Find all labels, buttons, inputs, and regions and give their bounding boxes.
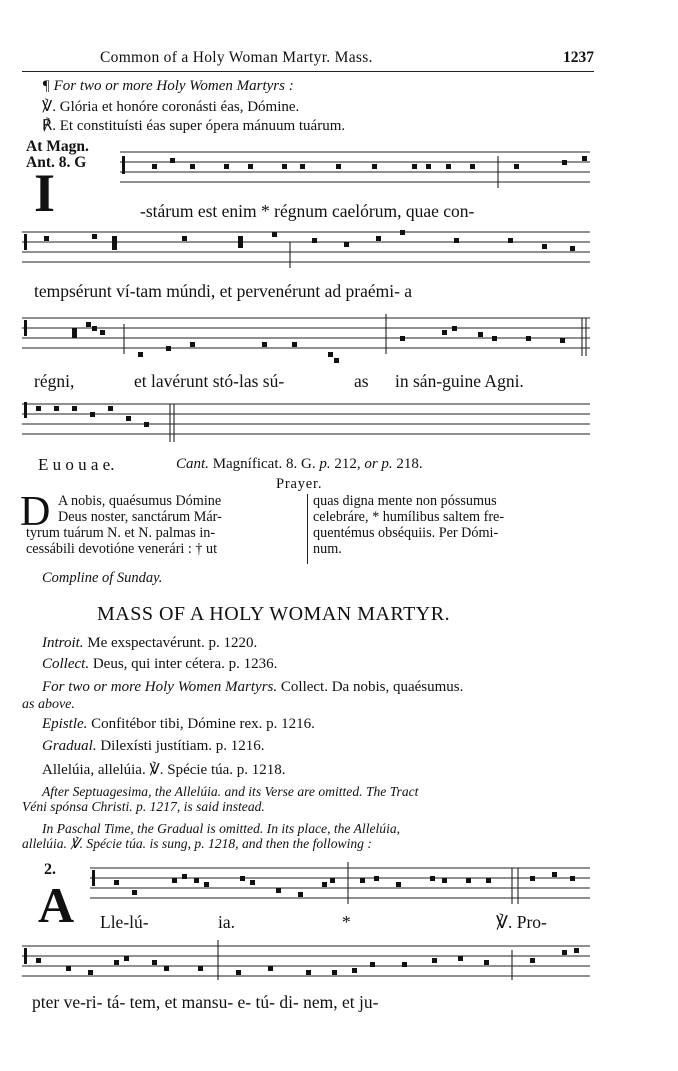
gradual-label: Gradual. (42, 738, 97, 754)
versicle: ℣. Glória et honóre coronásti éas, Dómine. (42, 99, 300, 115)
chant-staff-5 (90, 862, 590, 908)
prayer-right-4: num. (313, 541, 342, 557)
rubric-two-martyrs: ¶ For two or more Holy Women Martyrs : (42, 78, 294, 94)
chant-staff-1 (120, 148, 590, 194)
drop-cap-d: D (20, 489, 51, 535)
cant-n1: 212, (334, 456, 361, 472)
alleluia-lyric-1d: ℣. Pro- (496, 912, 547, 932)
prayer-left-2: Deus noster, sanctárum Már- (58, 509, 222, 525)
prayer-right-3: quentémus obséquiis. Per Dómi- (313, 525, 499, 541)
mode-number: 2. (44, 861, 56, 878)
cant-label: Cant. (176, 456, 209, 472)
alleluia-lyric-1a: Lle-lú- (100, 912, 149, 932)
collect-label: Collect. (42, 656, 90, 672)
antiphon-lyric-3b: et lavérunt stó-las sú- (134, 371, 285, 391)
rubric-following: allelúia. ℣. Spécie túa. is sung, p. 1218, and then the following : (22, 836, 372, 851)
introit-text: Me exspectavérunt. p. 1220. (87, 635, 258, 651)
header-rule (22, 71, 594, 72)
alleluia-line: Allelúia, allelúia. ℣. Spécie túa. p. 1218. (42, 762, 286, 778)
cant-text: Magníficat. 8. G. (212, 456, 316, 472)
collect-text: Deus, qui inter cétera. p. 1236. (92, 656, 278, 672)
compline-note: Compline of Sunday. (42, 570, 163, 586)
drop-cap-a: A (38, 877, 75, 933)
mass-title: MASS OF A HOLY WOMAN MARTYR. (97, 603, 451, 625)
epistle-label: Epistle. (42, 716, 88, 732)
response: ℟. Et constituísti éas super ópera mánuum tuárum. (42, 118, 346, 134)
collect-line (42, 656, 277, 673)
alleluia-lyric-1b: ia. (218, 912, 236, 932)
prayer-left-1: A nobis, quaésumus Dómine (58, 493, 222, 509)
rubric-tract: Véni spónsa Christi. p. 1217, is said instead. (22, 799, 265, 814)
running-title: Common of a Holy Woman Martyr. Mass. (100, 49, 373, 66)
antiphon-lyric-3a: régni, (34, 371, 75, 391)
column-divider (307, 494, 308, 564)
drop-cap-i: I (34, 163, 56, 223)
prayer-left-3: tyrum tuárum N. et N. palmas in- (26, 525, 216, 541)
epistle-line (42, 716, 315, 733)
prayer-heading: Prayer. (276, 476, 323, 492)
rubric-septuagesima: After Septuagesima, the Allelúia. and its Verse are omitted. The Tract (42, 784, 419, 799)
antiphon-label: At Magn. (26, 138, 89, 155)
chant-staff-6 (22, 940, 590, 986)
chant-staff-4 (22, 398, 590, 446)
prayer-left-4: cessábili devotióne venerári : † ut (26, 541, 218, 557)
plural-collect-line (42, 679, 463, 696)
introit-label: Introit. (42, 635, 84, 651)
cant-p1: p. (319, 456, 331, 472)
chant-staff-3 (22, 312, 590, 366)
gradual-line (42, 738, 265, 755)
cant-or: or p. (364, 456, 393, 472)
page-number: 1237 (563, 49, 594, 66)
rubric-paschal: In Paschal Time, the Gradual is omitted. In its place, the Allelúia, (42, 821, 401, 836)
cant-n2: 218. (396, 456, 423, 472)
gradual-text: Dilexísti justítiam. p. 1216. (100, 738, 265, 754)
antiphon-lyric-3c: as (354, 371, 369, 391)
canticle-reference (176, 456, 423, 473)
plural-collect-text: Collect. Da nobis, quaésumus. (280, 679, 464, 695)
antiphon-lyric-1: -stárum est enim * régnum caelórum, quae con- (140, 201, 475, 221)
as-above: as above. (22, 697, 75, 712)
plural-collect-label: For two or more Holy Women Martyrs. (42, 679, 278, 695)
euouae: E u o u a e. (38, 455, 115, 474)
epistle-text: Confitébor tibi, Dómine rex. p. 1216. (91, 716, 315, 732)
chant-staff-2 (22, 228, 590, 274)
prayer-right-1: quas digna mente non póssumus (313, 493, 497, 509)
antiphon-lyric-3d: in sán-guine Agni. (395, 371, 524, 391)
antiphon-lyric-2: tempsérunt ví-tam múndi, et pervenérunt ad praémi- a (34, 281, 413, 301)
prayer-right-2: celebráre, * humílibus saltem fre- (313, 509, 505, 525)
antiphon-mode: Ant. 8. G (26, 154, 87, 171)
alleluia-lyric-1c: * (342, 912, 351, 932)
alleluia-lyric-2: pter ve-ri- tá- tem, et mansu- e- tú- di- nem, et ju- (32, 992, 379, 1012)
introit-line (42, 635, 257, 652)
